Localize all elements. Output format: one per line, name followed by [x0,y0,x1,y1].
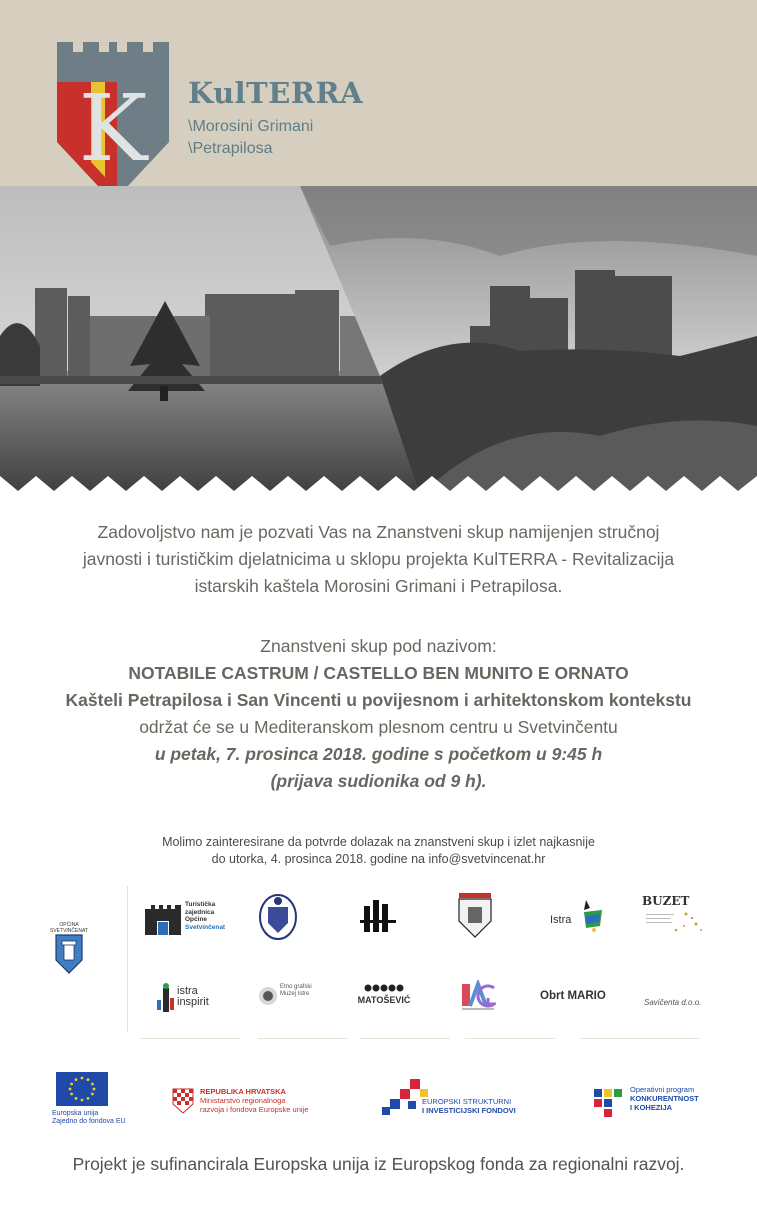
intro-line-2: javnosti i turističkim djelatnicima u sklopu projekta KulTERRA - Revitalizacija [82,549,675,569]
divider [360,1038,450,1039]
tz-line-4: Svetvinčenat [185,923,226,931]
event-venue: održat će se u Mediteranskom plesnom centru u Svetvinčentu [139,717,618,737]
rsvp-line-1: Molimo zainteresirane da potvrde dolazak na znanstveni skup i izlet najkasnije [162,835,595,849]
tz-svetvincenat-logo [145,899,235,939]
divider [258,1038,348,1039]
brand-subtitle-2: \Petrapilosa [188,140,273,157]
eu-logo [52,1072,128,1130]
pillars-icon [358,900,398,934]
divider-vertical [127,886,128,1032]
rh-line-1: REPUBLIKA HRVATSKA [200,1087,286,1096]
buzet-dots-icon [646,910,706,936]
esif-logo [380,1077,530,1127]
brand-title: KulTERRA [188,76,364,110]
esif-line-1: EUROPSKI STRUKTURNI [422,1097,512,1106]
tz-line-3: Općine [185,916,208,923]
intro-text [20,519,737,600]
savicenta-label: Savičenta d.o.o. [644,998,702,1007]
footer-note: Projekt je sufinancirala Europska unija iz Europskog fonda za regionalni razvoj. [72,1154,685,1174]
eu-line-1: Europska unija [52,1110,99,1117]
tz-line-1: Turistička [185,901,216,908]
brand-subtitle-1: \Morosini Grimani [188,118,314,135]
istra-label: Istra [550,914,572,926]
op-line-2: KONKURENTNOST [630,1094,699,1103]
rsvp-line-2: do utorka, 4. prosinca 2018. godine na info@svetvincenat.hr [211,852,546,866]
matosevic-logo [355,983,413,1013]
event-details [10,633,747,795]
eu-flag-icon [56,1072,108,1106]
istra-inspirit-label: istra inspirit [177,985,209,1008]
event-intro-line: Znanstveni skup pod nazivom: [260,636,497,656]
istra-goat-icon [580,898,604,934]
intro-line-3: istarskih kaštela Morosini Grimani i Petrapilosa. [194,576,563,596]
etno-label: Etno grafski Muzej Istre [280,984,312,997]
op-konkurentnost-logo [592,1085,722,1121]
obrt-mario-label: Obrt MARIO [540,990,606,1002]
event-date: u petak, 7. prosinca 2018. godine s početkom u 9:45 h [154,744,603,764]
tz-line-2: zajednica [185,908,215,916]
red-town-crest-logo [455,893,495,939]
divider [580,1038,700,1039]
divider [465,1038,555,1039]
buzet-logo [640,894,710,938]
rh-line-3: razvoja i fondova Europske unije [200,1105,309,1114]
inspirit-figure-icon [155,982,177,1014]
republika-hrvatska-logo [172,1086,342,1122]
matosevic-label: MATOŠEVIĆ [357,995,411,1005]
iag-logo [460,980,496,1014]
tz-castle-icon [145,905,181,935]
intro-line-1: Zadovoljstvo nam je pozvati Vas na Znanstveni skup namijenjen stručnoj [97,522,660,542]
opcina-svetvincenat-logo [44,915,94,981]
etno-muzej-logo [258,982,318,1016]
istra-logo [550,898,606,938]
op-line-3: I KOHEZIJA [630,1103,673,1112]
rsvp-note [20,834,737,868]
rh-line-2: Ministarstvo regionalnoga [200,1096,286,1105]
buzet-label: BUZET [642,894,690,908]
kulterra-shield-logo [57,42,169,202]
istra-inspirit-logo [155,980,235,1016]
event-title: NOTABILE CASTRUM / CASTELLO BEN MUNITO E ORNATO [128,663,629,683]
event-registration: (prijava sudionika od 9 h). [270,771,487,791]
eu-line-2: Zajedno do fondova EU [52,1118,126,1125]
divider [140,1038,240,1039]
op-squares-icon [592,1087,624,1117]
opcina-crest-icon [55,934,83,974]
etno-icon [258,986,278,1006]
croatian-checkerboard-icon [172,1088,194,1114]
esif-line-2: I INVESTICIJSKI FONDOVI [422,1106,516,1115]
castles-photo [0,186,757,496]
op-line-1: Operativni program [630,1085,695,1094]
museum-pillars-logo [355,893,401,941]
shield-letter: K [78,75,148,182]
header-band [0,0,757,188]
opcina-label: OPĆINA SVETVINČENAT [50,922,88,934]
blue-crest-logo [258,893,298,941]
matosevic-dots-icon [364,983,404,993]
event-subtitle: Kašteli Petrapilosa i San Vincenti u povijesnom i arhitektonskom kontekstu [65,690,692,710]
